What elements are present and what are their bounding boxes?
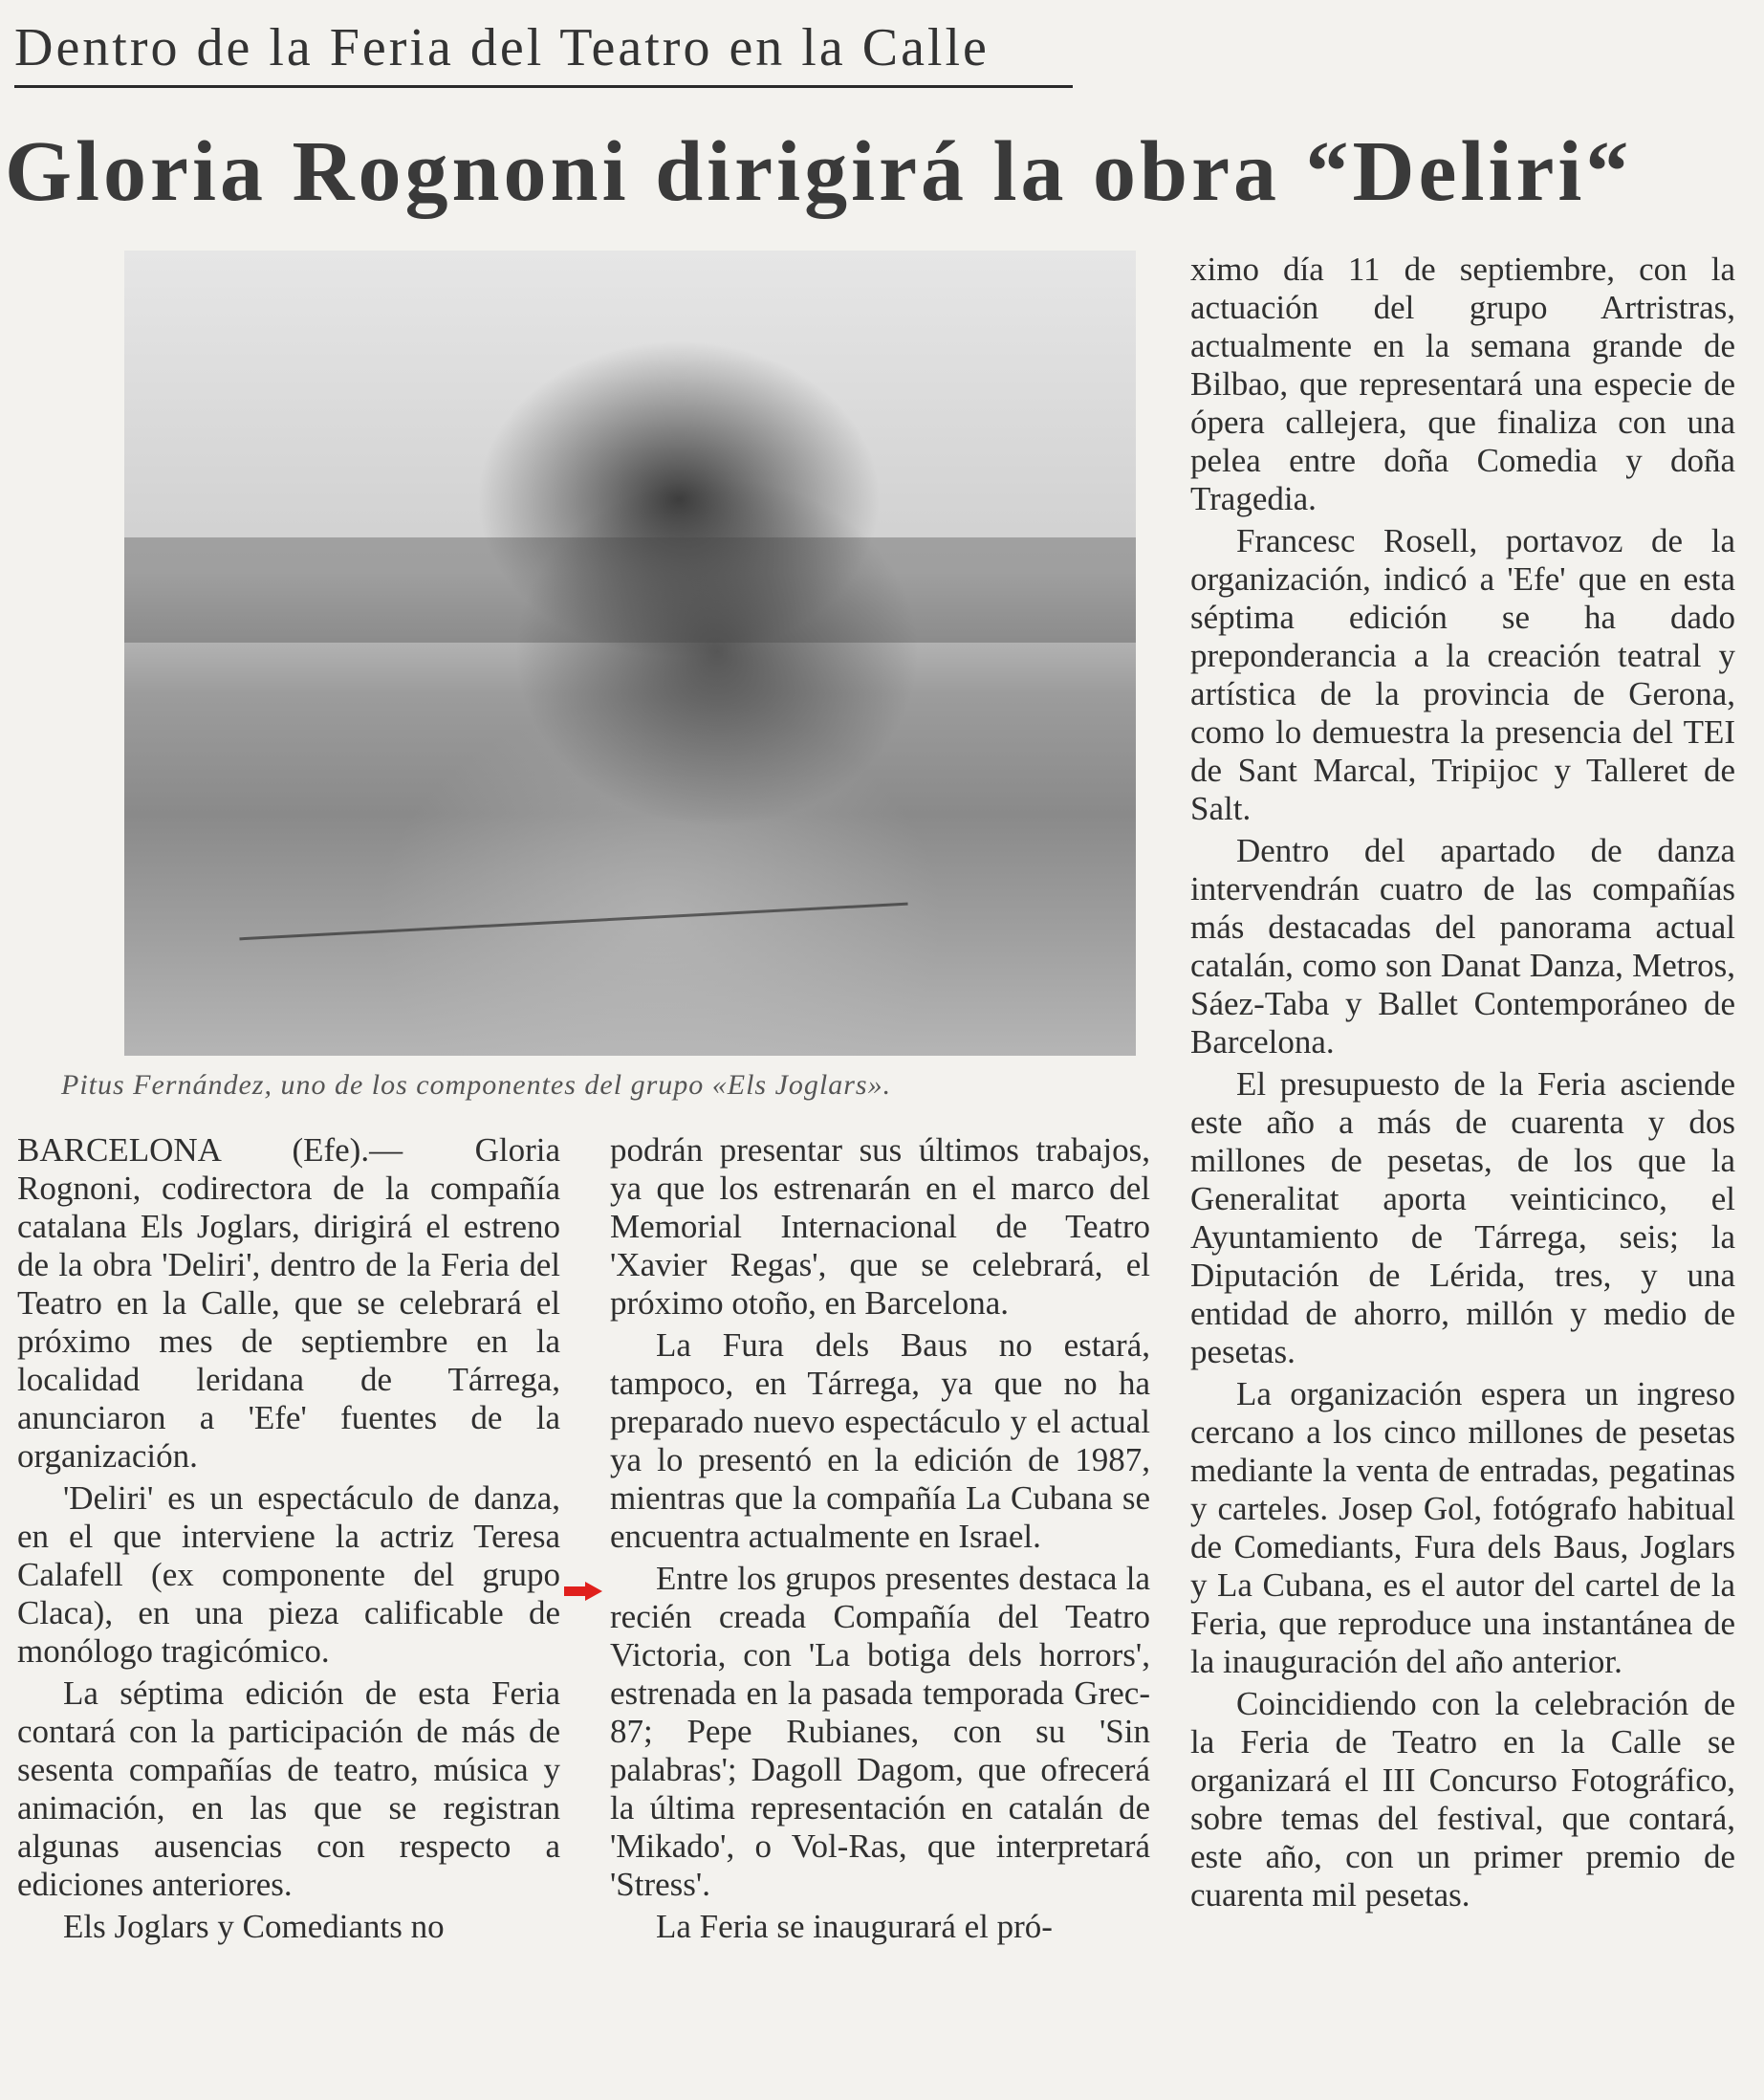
paragraph: Entre los grupos presentes destaca la recién creada Compañía del Teatro Victoria, con 'La botiga dels horrors', estrenada en la pasada temporada Grec-87; Pepe Rubianes, con su 'Sin palabras'; Dagoll Dagom, que ofrecerá la última representación en catalán de 'Mikado', o Vol-Ras, que interpretará 'Stress'.	[610, 1560, 1150, 1903]
kicker-rule	[14, 85, 1073, 88]
paragraph: Francesc Rosell, portavoz de la organización, indicó a 'Efe' que en esta séptima edición se ha dado preponderancia a la creación teatral y artística de la provincia de Gerona, como lo demuestra la presencia del TEI de Sant Marcal, Tripijoc y Talleret de Salt.	[1190, 522, 1735, 827]
paragraph: 'Deliri' es un espectáculo de danza, en el que interviene la actriz Teresa Calafell (ex componente del grupo Claca), en una pieza calificable de monólogo tragicómico.	[17, 1479, 560, 1670]
red-arrow-marker-icon	[564, 1582, 604, 1601]
column-3	[1190, 251, 1735, 1918]
photo-caption: Pitus Fernández, uno de los componentes del grupo «Els Joglars».	[61, 1069, 892, 1101]
paragraph: La organización espera un ingreso cercano a los cinco millones de pesetas mediante la venta de entradas, pegatinas y carteles. Josep Gol, fotógrafo habitual de Comediants, Fura dels Baus, Joglars y La Cubana, es el autor del cartel de la Feria, que reproduce una instantánea de la inauguración del año anterior.	[1190, 1375, 1735, 1680]
paragraph: Els Joglars y Comediants no	[63, 1908, 445, 1945]
paragraph: La Fura dels Baus no estará, tampoco, en Tárrega, ya que no ha preparado nuevo espectáculo y el actual ya lo presentó en la edición de 1987, mientras que la compañía La Cubana se encuentra actualmente en Israel.	[610, 1326, 1150, 1555]
article-photo	[124, 251, 1136, 1056]
photo-shadow-band	[124, 537, 1136, 643]
paragraph: La Feria se inaugurará el pró-	[656, 1908, 1053, 1945]
photo-wire-line	[239, 903, 907, 941]
paragraph: podrán presentar sus últimos trabajos, ya que los estrenarán en el marco del Memorial Internacional de Teatro 'Xavier Regas', que se celebrará, el próximo otoño, en Barcelona.	[610, 1131, 1150, 1322]
paragraph: BARCELONA (Efe).— Gloria Rognoni, codirectora de la compañía catalana Els Joglars, dirigirá el estreno de la obra 'Deliri', dentro de la Feria del Teatro en la Calle, que se celebrará el próximo mes de septiembre en la localidad leridana de Tárrega, anunciaron a 'Efe' fuentes de la organización.	[17, 1131, 560, 1475]
paragraph: La séptima edición de esta Feria contará con la participación de más de sesenta compañías de teatro, música y animación, en las que se registran algunas ausencias con respecto a ediciones anteriores.	[17, 1674, 560, 1903]
paragraph: El presupuesto de la Feria asciende este año a más de cuarenta y dos millones de pesetas, de los que la Generalitat aporta veinticinco, el Ayuntamiento de Tárrega, seis; la Diputación de Lérida, tres, y una entidad de ahorro, millón y medio de pesetas.	[1190, 1065, 1735, 1370]
column-2	[610, 1131, 1150, 1950]
article-headline: Gloria Rognoni dirigirá la obra “Deliri“	[5, 124, 1633, 219]
paragraph: ximo día 11 de septiembre, con la actuación del grupo Artristras, actualmente en la semana grande de Bilbao, que representará una especie de ópera callejera, que finaliza con una pelea entre doña Comedia y doña Tragedia.	[1190, 251, 1735, 517]
paragraph: Dentro del apartado de danza intervendrán cuatro de las compañías más destacadas del panorama actual catalán, como son Danat Danza, Metros, Sáez-Taba y Ballet Contemporáneo de Barcelona.	[1190, 832, 1735, 1061]
paragraph: Coincidiendo con la celebración de la Feria de Teatro en la Calle se organizará el III Concurso Fotográfico, sobre temas del festival, que contará, este año, con un primer premio de cuarenta mil pesetas.	[1190, 1685, 1735, 1914]
kicker-headline: Dentro de la Feria del Teatro en la Calle	[14, 18, 990, 77]
column-1	[17, 1131, 560, 1950]
